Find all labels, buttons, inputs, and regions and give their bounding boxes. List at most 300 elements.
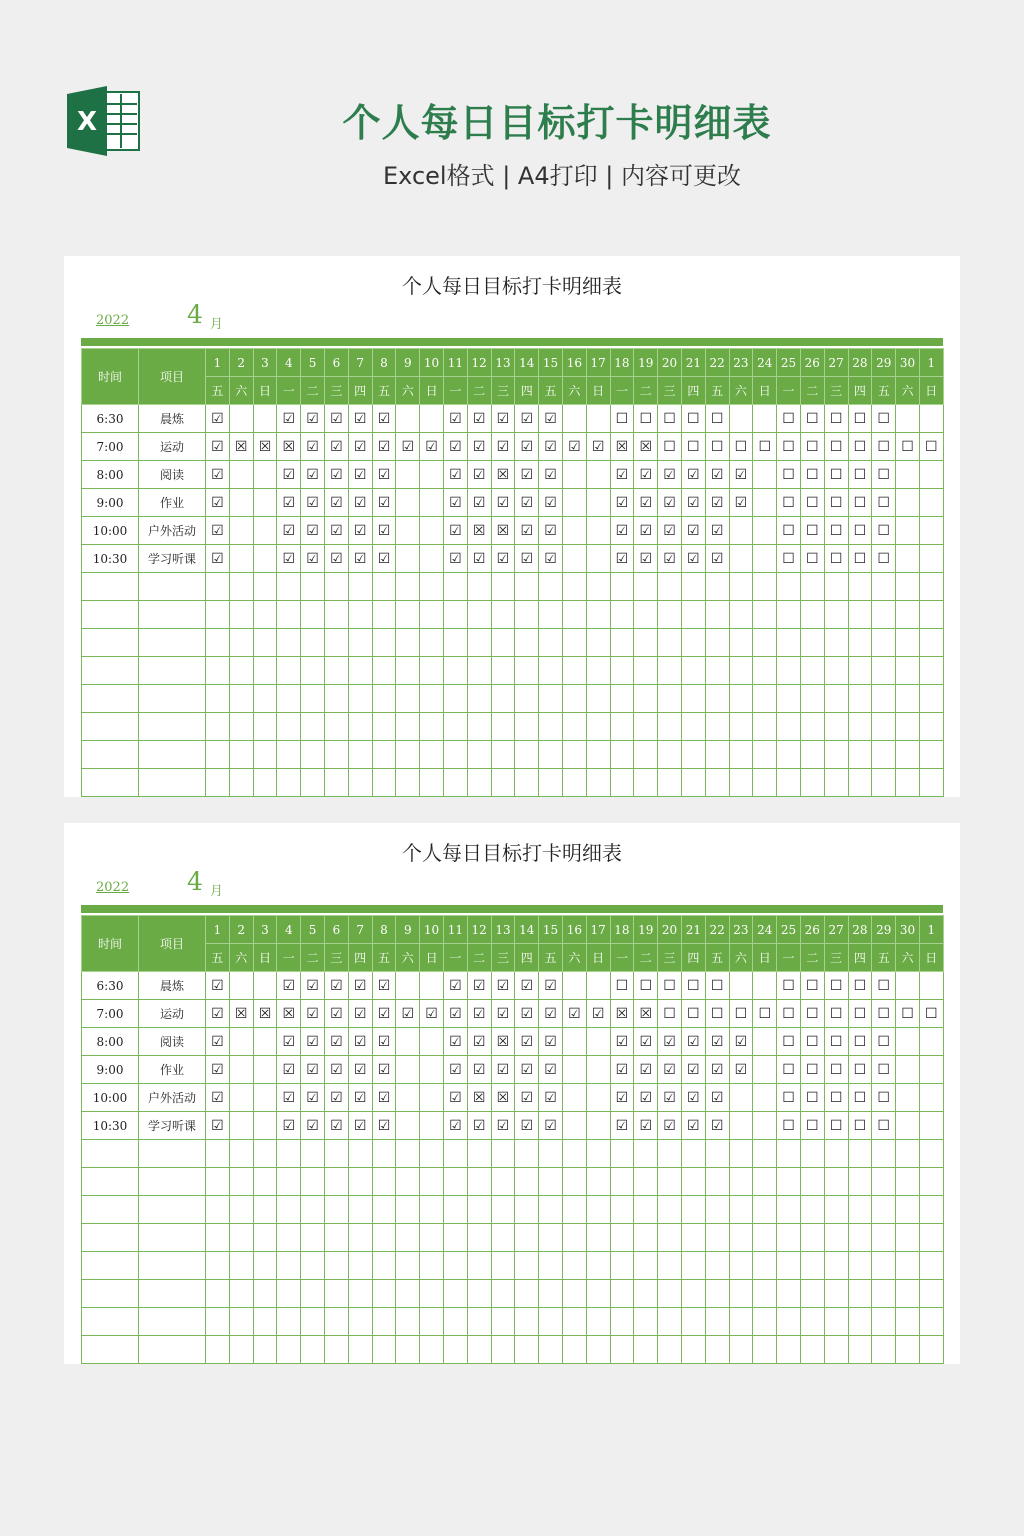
empty-cell[interactable]	[82, 1224, 139, 1252]
checkin-cell[interactable]	[396, 1056, 420, 1084]
empty-cell[interactable]	[139, 1196, 206, 1224]
empty-cell[interactable]	[824, 1196, 848, 1224]
empty-cell[interactable]	[301, 1140, 325, 1168]
checkin-cell[interactable]	[634, 1056, 658, 1084]
checkin-cell[interactable]	[348, 433, 372, 461]
empty-cell[interactable]	[539, 1140, 563, 1168]
empty-cell[interactable]	[539, 1280, 563, 1308]
checkin-cell[interactable]	[491, 1084, 515, 1112]
empty-cell[interactable]	[800, 1224, 824, 1252]
checkin-cell[interactable]	[800, 489, 824, 517]
empty-cell[interactable]	[515, 713, 539, 741]
checkin-cell[interactable]	[277, 1000, 301, 1028]
checkin-cell[interactable]	[705, 1056, 729, 1084]
checkin-cell[interactable]	[396, 545, 420, 573]
empty-cell[interactable]	[824, 629, 848, 657]
checkin-cell[interactable]	[658, 1000, 682, 1028]
empty-cell[interactable]	[253, 1224, 277, 1252]
checkin-cell[interactable]	[348, 1000, 372, 1028]
checkin-cell[interactable]	[206, 1112, 230, 1140]
checkin-cell[interactable]	[848, 1000, 872, 1028]
empty-cell[interactable]	[539, 1168, 563, 1196]
checkin-cell[interactable]	[824, 517, 848, 545]
empty-cell[interactable]	[681, 1252, 705, 1280]
empty-cell[interactable]	[848, 713, 872, 741]
empty-cell[interactable]	[562, 1168, 586, 1196]
checkin-cell[interactable]	[467, 1056, 491, 1084]
checkin-cell[interactable]	[586, 405, 610, 433]
empty-cell[interactable]	[586, 769, 610, 797]
empty-cell[interactable]	[301, 601, 325, 629]
checkin-cell[interactable]	[777, 433, 801, 461]
empty-cell[interactable]	[872, 1196, 896, 1224]
empty-cell[interactable]	[919, 1140, 943, 1168]
empty-cell[interactable]	[396, 769, 420, 797]
checkin-cell[interactable]	[515, 1084, 539, 1112]
empty-cell[interactable]	[610, 629, 634, 657]
checkin-cell[interactable]	[705, 1112, 729, 1140]
empty-cell[interactable]	[800, 741, 824, 769]
empty-cell[interactable]	[206, 657, 230, 685]
empty-cell[interactable]	[634, 769, 658, 797]
checkin-cell[interactable]	[277, 461, 301, 489]
empty-cell[interactable]	[491, 1280, 515, 1308]
empty-cell[interactable]	[253, 741, 277, 769]
checkin-cell[interactable]	[634, 461, 658, 489]
checkin-cell[interactable]	[800, 1000, 824, 1028]
empty-cell[interactable]	[610, 741, 634, 769]
empty-cell[interactable]	[777, 1196, 801, 1224]
empty-cell[interactable]	[610, 1196, 634, 1224]
empty-cell[interactable]	[467, 713, 491, 741]
empty-cell[interactable]	[277, 573, 301, 601]
empty-cell[interactable]	[539, 769, 563, 797]
empty-cell[interactable]	[82, 769, 139, 797]
empty-cell[interactable]	[705, 769, 729, 797]
empty-cell[interactable]	[705, 1224, 729, 1252]
empty-cell[interactable]	[443, 1168, 467, 1196]
empty-cell[interactable]	[896, 657, 920, 685]
empty-cell[interactable]	[777, 1308, 801, 1336]
empty-cell[interactable]	[634, 1336, 658, 1364]
checkin-cell[interactable]	[824, 1028, 848, 1056]
checkin-cell[interactable]	[253, 405, 277, 433]
empty-cell[interactable]	[467, 1336, 491, 1364]
checkin-cell[interactable]	[848, 433, 872, 461]
checkin-cell[interactable]	[467, 433, 491, 461]
checkin-cell[interactable]	[634, 433, 658, 461]
empty-cell[interactable]	[753, 657, 777, 685]
empty-cell[interactable]	[777, 769, 801, 797]
checkin-cell[interactable]	[539, 545, 563, 573]
checkin-cell[interactable]	[562, 1000, 586, 1028]
empty-cell[interactable]	[539, 573, 563, 601]
checkin-cell[interactable]	[800, 1112, 824, 1140]
empty-cell[interactable]	[777, 713, 801, 741]
checkin-cell[interactable]	[229, 405, 253, 433]
empty-cell[interactable]	[372, 1140, 396, 1168]
empty-cell[interactable]	[82, 629, 139, 657]
empty-cell[interactable]	[610, 1224, 634, 1252]
empty-cell[interactable]	[729, 1308, 753, 1336]
empty-cell[interactable]	[324, 629, 348, 657]
empty-cell[interactable]	[253, 1252, 277, 1280]
empty-cell[interactable]	[681, 1308, 705, 1336]
checkin-cell[interactable]	[277, 489, 301, 517]
checkin-cell[interactable]	[420, 405, 444, 433]
checkin-cell[interactable]	[705, 461, 729, 489]
empty-cell[interactable]	[681, 657, 705, 685]
empty-cell[interactable]	[139, 1252, 206, 1280]
empty-cell[interactable]	[253, 685, 277, 713]
checkin-cell[interactable]	[229, 1084, 253, 1112]
item-cell[interactable]: 阅读	[139, 1028, 206, 1056]
empty-cell[interactable]	[539, 685, 563, 713]
empty-cell[interactable]	[753, 1140, 777, 1168]
empty-cell[interactable]	[229, 713, 253, 741]
checkin-cell[interactable]	[729, 1056, 753, 1084]
checkin-cell[interactable]	[348, 1056, 372, 1084]
empty-cell[interactable]	[396, 1224, 420, 1252]
checkin-cell[interactable]	[872, 405, 896, 433]
checkin-cell[interactable]	[777, 489, 801, 517]
checkin-cell[interactable]	[467, 1028, 491, 1056]
checkin-cell[interactable]	[658, 545, 682, 573]
checkin-cell[interactable]	[515, 433, 539, 461]
empty-cell[interactable]	[324, 1252, 348, 1280]
checkin-cell[interactable]	[610, 1084, 634, 1112]
empty-cell[interactable]	[420, 1140, 444, 1168]
empty-cell[interactable]	[443, 741, 467, 769]
checkin-cell[interactable]	[562, 489, 586, 517]
empty-cell[interactable]	[324, 1168, 348, 1196]
empty-cell[interactable]	[539, 713, 563, 741]
checkin-cell[interactable]	[634, 1028, 658, 1056]
empty-cell[interactable]	[681, 1140, 705, 1168]
checkin-cell[interactable]	[800, 1084, 824, 1112]
empty-cell[interactable]	[586, 741, 610, 769]
empty-cell[interactable]	[301, 1280, 325, 1308]
empty-cell[interactable]	[301, 629, 325, 657]
empty-cell[interactable]	[515, 1224, 539, 1252]
checkin-cell[interactable]	[562, 545, 586, 573]
empty-cell[interactable]	[729, 769, 753, 797]
empty-cell[interactable]	[301, 685, 325, 713]
checkin-cell[interactable]	[515, 461, 539, 489]
checkin-cell[interactable]	[777, 1112, 801, 1140]
checkin-cell[interactable]	[277, 545, 301, 573]
empty-cell[interactable]	[229, 1196, 253, 1224]
empty-cell[interactable]	[139, 1336, 206, 1364]
empty-cell[interactable]	[229, 573, 253, 601]
empty-cell[interactable]	[753, 713, 777, 741]
empty-cell[interactable]	[324, 1280, 348, 1308]
empty-cell[interactable]	[586, 713, 610, 741]
empty-cell[interactable]	[82, 1168, 139, 1196]
empty-cell[interactable]	[848, 685, 872, 713]
checkin-cell[interactable]	[277, 1084, 301, 1112]
checkin-cell[interactable]	[301, 1000, 325, 1028]
empty-cell[interactable]	[443, 1224, 467, 1252]
empty-cell[interactable]	[467, 769, 491, 797]
empty-cell[interactable]	[800, 713, 824, 741]
checkin-cell[interactable]	[896, 461, 920, 489]
checkin-cell[interactable]	[896, 1084, 920, 1112]
empty-cell[interactable]	[206, 1336, 230, 1364]
empty-cell[interactable]	[610, 1168, 634, 1196]
checkin-cell[interactable]	[896, 489, 920, 517]
empty-cell[interactable]	[396, 601, 420, 629]
empty-cell[interactable]	[800, 1308, 824, 1336]
empty-cell[interactable]	[277, 1196, 301, 1224]
checkin-cell[interactable]	[824, 1000, 848, 1028]
empty-cell[interactable]	[705, 573, 729, 601]
checkin-cell[interactable]	[277, 1112, 301, 1140]
empty-cell[interactable]	[348, 1336, 372, 1364]
empty-cell[interactable]	[82, 657, 139, 685]
checkin-cell[interactable]	[658, 489, 682, 517]
empty-cell[interactable]	[396, 713, 420, 741]
empty-cell[interactable]	[610, 1140, 634, 1168]
empty-cell[interactable]	[634, 685, 658, 713]
empty-cell[interactable]	[82, 1336, 139, 1364]
empty-cell[interactable]	[919, 629, 943, 657]
checkin-cell[interactable]	[396, 1112, 420, 1140]
empty-cell[interactable]	[586, 1308, 610, 1336]
checkin-cell[interactable]	[301, 545, 325, 573]
empty-cell[interactable]	[420, 1280, 444, 1308]
checkin-cell[interactable]	[848, 1028, 872, 1056]
empty-cell[interactable]	[206, 1224, 230, 1252]
empty-cell[interactable]	[229, 1140, 253, 1168]
checkin-cell[interactable]	[443, 1084, 467, 1112]
checkin-cell[interactable]	[396, 972, 420, 1000]
empty-cell[interactable]	[848, 741, 872, 769]
item-cell[interactable]: 作业	[139, 489, 206, 517]
checkin-cell[interactable]	[824, 1112, 848, 1140]
time-cell[interactable]: 9:00	[82, 489, 139, 517]
empty-cell[interactable]	[420, 1336, 444, 1364]
checkin-cell[interactable]	[562, 433, 586, 461]
checkin-cell[interactable]	[467, 405, 491, 433]
empty-cell[interactable]	[420, 629, 444, 657]
empty-cell[interactable]	[139, 657, 206, 685]
empty-cell[interactable]	[324, 685, 348, 713]
checkin-cell[interactable]	[372, 489, 396, 517]
empty-cell[interactable]	[729, 573, 753, 601]
checkin-cell[interactable]	[396, 461, 420, 489]
checkin-cell[interactable]	[443, 972, 467, 1000]
checkin-cell[interactable]	[515, 1056, 539, 1084]
checkin-cell[interactable]	[515, 1000, 539, 1028]
empty-cell[interactable]	[610, 1308, 634, 1336]
empty-cell[interactable]	[824, 1168, 848, 1196]
checkin-cell[interactable]	[824, 489, 848, 517]
empty-cell[interactable]	[919, 713, 943, 741]
empty-cell[interactable]	[277, 685, 301, 713]
item-cell[interactable]: 运动	[139, 433, 206, 461]
checkin-cell[interactable]	[515, 517, 539, 545]
checkin-cell[interactable]	[229, 461, 253, 489]
empty-cell[interactable]	[562, 1336, 586, 1364]
empty-cell[interactable]	[848, 1168, 872, 1196]
checkin-cell[interactable]	[681, 972, 705, 1000]
checkin-cell[interactable]	[919, 972, 943, 1000]
empty-cell[interactable]	[848, 1196, 872, 1224]
checkin-cell[interactable]	[443, 405, 467, 433]
checkin-cell[interactable]	[753, 1000, 777, 1028]
checkin-cell[interactable]	[634, 972, 658, 1000]
empty-cell[interactable]	[896, 573, 920, 601]
checkin-cell[interactable]	[515, 972, 539, 1000]
checkin-cell[interactable]	[610, 405, 634, 433]
item-cell[interactable]: 作业	[139, 1056, 206, 1084]
empty-cell[interactable]	[729, 713, 753, 741]
checkin-cell[interactable]	[848, 972, 872, 1000]
checkin-cell[interactable]	[206, 1028, 230, 1056]
checkin-cell[interactable]	[396, 1000, 420, 1028]
empty-cell[interactable]	[824, 1336, 848, 1364]
empty-cell[interactable]	[634, 573, 658, 601]
empty-cell[interactable]	[491, 769, 515, 797]
empty-cell[interactable]	[539, 1224, 563, 1252]
checkin-cell[interactable]	[848, 1056, 872, 1084]
time-cell[interactable]: 10:30	[82, 545, 139, 573]
checkin-cell[interactable]	[919, 489, 943, 517]
empty-cell[interactable]	[753, 1308, 777, 1336]
empty-cell[interactable]	[324, 1224, 348, 1252]
empty-cell[interactable]	[824, 657, 848, 685]
empty-cell[interactable]	[443, 1196, 467, 1224]
item-cell[interactable]: 晨炼	[139, 972, 206, 1000]
checkin-cell[interactable]	[253, 1056, 277, 1084]
empty-cell[interactable]	[82, 1280, 139, 1308]
empty-cell[interactable]	[206, 769, 230, 797]
checkin-cell[interactable]	[277, 1056, 301, 1084]
empty-cell[interactable]	[586, 1168, 610, 1196]
checkin-cell[interactable]	[324, 1112, 348, 1140]
checkin-cell[interactable]	[372, 461, 396, 489]
empty-cell[interactable]	[206, 629, 230, 657]
checkin-cell[interactable]	[848, 405, 872, 433]
empty-cell[interactable]	[277, 713, 301, 741]
empty-cell[interactable]	[139, 1308, 206, 1336]
empty-cell[interactable]	[443, 1308, 467, 1336]
empty-cell[interactable]	[229, 1280, 253, 1308]
checkin-cell[interactable]	[253, 1028, 277, 1056]
checkin-cell[interactable]	[729, 545, 753, 573]
empty-cell[interactable]	[515, 1280, 539, 1308]
checkin-cell[interactable]	[824, 433, 848, 461]
checkin-cell[interactable]	[848, 1112, 872, 1140]
empty-cell[interactable]	[396, 573, 420, 601]
checkin-cell[interactable]	[396, 405, 420, 433]
checkin-cell[interactable]	[872, 1028, 896, 1056]
checkin-cell[interactable]	[324, 517, 348, 545]
empty-cell[interactable]	[443, 573, 467, 601]
empty-cell[interactable]	[301, 573, 325, 601]
checkin-cell[interactable]	[206, 517, 230, 545]
empty-cell[interactable]	[872, 1280, 896, 1308]
empty-cell[interactable]	[681, 713, 705, 741]
checkin-cell[interactable]	[681, 433, 705, 461]
empty-cell[interactable]	[658, 713, 682, 741]
time-cell[interactable]: 10:00	[82, 517, 139, 545]
empty-cell[interactable]	[753, 1196, 777, 1224]
checkin-cell[interactable]	[372, 1000, 396, 1028]
checkin-cell[interactable]	[491, 1056, 515, 1084]
checkin-cell[interactable]	[348, 972, 372, 1000]
checkin-cell[interactable]	[372, 1084, 396, 1112]
empty-cell[interactable]	[800, 601, 824, 629]
empty-cell[interactable]	[777, 1252, 801, 1280]
checkin-cell[interactable]	[705, 405, 729, 433]
checkin-cell[interactable]	[420, 489, 444, 517]
checkin-cell[interactable]	[848, 545, 872, 573]
empty-cell[interactable]	[206, 1308, 230, 1336]
checkin-cell[interactable]	[229, 1056, 253, 1084]
checkin-cell[interactable]	[896, 433, 920, 461]
checkin-cell[interactable]	[705, 489, 729, 517]
empty-cell[interactable]	[586, 1336, 610, 1364]
empty-cell[interactable]	[372, 769, 396, 797]
checkin-cell[interactable]	[610, 461, 634, 489]
checkin-cell[interactable]	[443, 461, 467, 489]
checkin-cell[interactable]	[872, 972, 896, 1000]
empty-cell[interactable]	[919, 769, 943, 797]
empty-cell[interactable]	[824, 1280, 848, 1308]
checkin-cell[interactable]	[800, 1028, 824, 1056]
empty-cell[interactable]	[753, 1252, 777, 1280]
empty-cell[interactable]	[586, 1196, 610, 1224]
checkin-cell[interactable]	[800, 517, 824, 545]
checkin-cell[interactable]	[253, 1084, 277, 1112]
checkin-cell[interactable]	[253, 433, 277, 461]
empty-cell[interactable]	[372, 657, 396, 685]
checkin-cell[interactable]	[824, 1056, 848, 1084]
empty-cell[interactable]	[729, 1140, 753, 1168]
checkin-cell[interactable]	[753, 1028, 777, 1056]
checkin-cell[interactable]	[562, 517, 586, 545]
checkin-cell[interactable]	[229, 1000, 253, 1028]
empty-cell[interactable]	[705, 713, 729, 741]
checkin-cell[interactable]	[753, 1056, 777, 1084]
checkin-cell[interactable]	[586, 545, 610, 573]
checkin-cell[interactable]	[872, 433, 896, 461]
checkin-cell[interactable]	[229, 1112, 253, 1140]
checkin-cell[interactable]	[848, 1084, 872, 1112]
empty-cell[interactable]	[562, 713, 586, 741]
checkin-cell[interactable]	[348, 461, 372, 489]
empty-cell[interactable]	[896, 1168, 920, 1196]
empty-cell[interactable]	[420, 601, 444, 629]
empty-cell[interactable]	[515, 573, 539, 601]
empty-cell[interactable]	[800, 769, 824, 797]
empty-cell[interactable]	[348, 601, 372, 629]
checkin-cell[interactable]	[586, 1000, 610, 1028]
empty-cell[interactable]	[753, 1168, 777, 1196]
checkin-cell[interactable]	[396, 1028, 420, 1056]
empty-cell[interactable]	[253, 657, 277, 685]
empty-cell[interactable]	[753, 685, 777, 713]
checkin-cell[interactable]	[277, 972, 301, 1000]
empty-cell[interactable]	[206, 1168, 230, 1196]
item-cell[interactable]: 阅读	[139, 461, 206, 489]
empty-cell[interactable]	[634, 1196, 658, 1224]
empty-cell[interactable]	[420, 713, 444, 741]
empty-cell[interactable]	[586, 601, 610, 629]
checkin-cell[interactable]	[491, 405, 515, 433]
